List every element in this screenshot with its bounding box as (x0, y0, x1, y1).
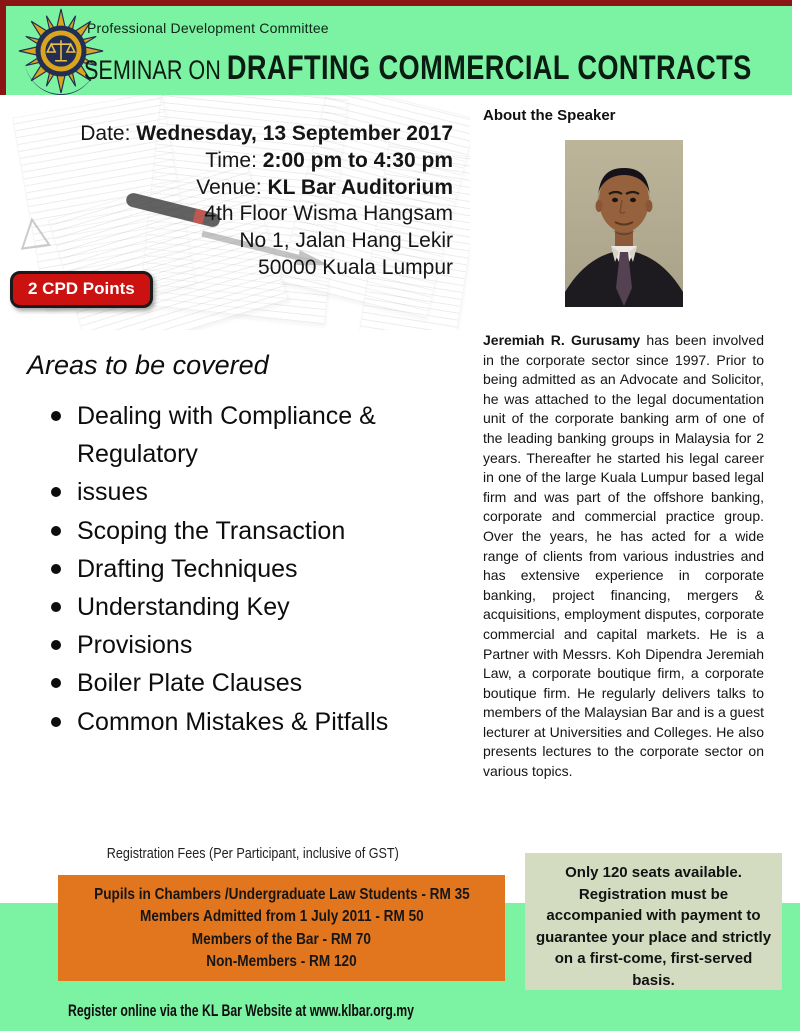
fee-line: Non-Members - RM 120 (206, 953, 357, 971)
fee-line: Members of the Bar - RM 70 (191, 930, 372, 948)
seminar-title (84, 49, 752, 88)
areas-item: Dealing with Compliance & Regulatory (77, 397, 469, 473)
event-details (13, 121, 453, 282)
speaker-photo (565, 140, 683, 307)
event-address-line: No 1, Jalan Hang Lekir (239, 229, 453, 253)
event-address-line: 4th Floor Wisma Hangsam (204, 202, 453, 226)
seminar-title-text: DRAFTING COMMERCIAL CONTRACTS (226, 49, 752, 87)
register-footer: Register online via the KL Bar Website at www.klbar.org.my (68, 1001, 414, 1020)
areas-item: Common Mistakes & Pitfalls (77, 703, 469, 741)
fees-caption: Registration Fees (Per Participant, inclusive of GST) (106, 845, 399, 862)
fee-line: Pupils in Chambers /Undergraduate Law Students - RM 35 (93, 886, 470, 903)
areas-item: issues (77, 473, 469, 511)
seminar-prefix: SEMINAR ON (84, 55, 227, 85)
speaker-heading: About the Speaker (483, 107, 616, 124)
event-address-line: 50000 Kuala Lumpur (258, 255, 453, 279)
speaker-bio-text: has been involved in the corporate sector since 1997. Prior to being admitted as an Advocate and Solicitor, he was attached to the legal documentation unit of the corporate banking arm of one of the leading banking groups in Malaysia for 2 years. Thereafter he started his legal career in one of the large Kuala Lumpur based legal firm and was part of the offshore banking, corporate and commercial practice group. Over the years, he has acted for a wide range of clients from various industries and has extensive experience in corporate banking, project financing, mergers & acquisitions, employment disputes, corporate commercial and capital markets. He is a Partner with Messrs. Koh Dipendra Jeremiah Law, a corporate boutique firm, a corporate boutique firm. He regularly delivers talks to members of the Malaysian Bar and is a guest lecturer at Universities and Colleges. He also presents lectures to the corporate sector on various topics. (483, 332, 764, 780)
triangle-watermark: △ (15, 206, 52, 254)
committee-label: Professional Development Committee (87, 20, 329, 36)
areas-item: Boiler Plate Clauses (77, 664, 469, 702)
areas-item: Provisions (77, 626, 469, 664)
seats-notice-box: Only 120 seats available. Registration must be accompanied with payment to guarantee your place and strictly on a first-come, first-served basis. (525, 853, 782, 990)
event-venue-line: Venue: KL Bar Auditorium (196, 175, 453, 199)
areas-item: Understanding Key (77, 588, 469, 626)
areas-item: Scoping the Transaction (77, 512, 469, 550)
event-date-line: Date: Wednesday, 13 September 2017 (80, 122, 453, 145)
speaker-bio (483, 331, 764, 782)
areas-heading: Areas to be covered (27, 350, 269, 380)
areas-list (77, 397, 469, 741)
fee-line: Members Admitted from 1 July 2011 - RM 50 (139, 908, 424, 926)
left-maroon-rule (0, 0, 6, 95)
speaker-name: Jeremiah R. Gurusamy (483, 332, 641, 348)
areas-item: Drafting Techniques (77, 550, 469, 588)
event-time-line: Time: 2:00 pm to 4:30 pm (205, 148, 453, 172)
fees-box (58, 875, 505, 981)
cpd-points-badge: 2 CPD Points (10, 271, 153, 308)
